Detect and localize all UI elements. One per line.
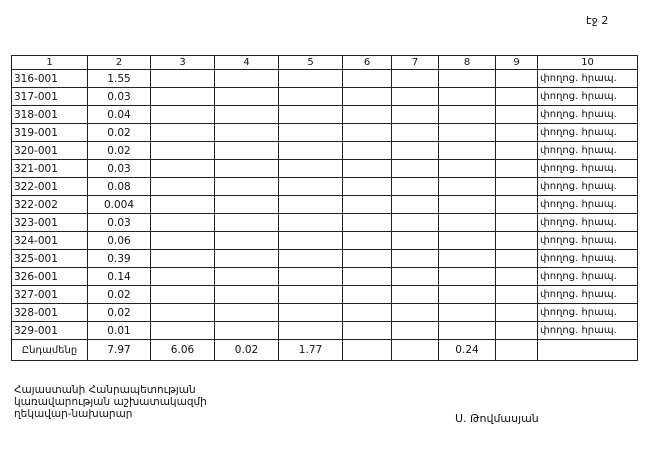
- value-cell-col-4: [215, 88, 279, 106]
- land-use-cell: փողոց. հրապ.: [538, 214, 638, 232]
- value-cell-col-8: [439, 70, 496, 88]
- value-cell-col-6: [343, 250, 392, 268]
- value-cell-col-4: [215, 70, 279, 88]
- value-cell-col-4: [215, 106, 279, 124]
- value-cell-col-6: [343, 106, 392, 124]
- value-cell-col-3: [151, 322, 215, 340]
- land-use-cell: փողոց. հրապ.: [538, 70, 638, 88]
- parcel-code-cell: 322-002: [12, 196, 88, 214]
- value-cell-col-6: [343, 196, 392, 214]
- value-cell-col-5: [279, 304, 343, 322]
- value-cell-col-7: [392, 88, 439, 106]
- header-col-7: 7: [392, 56, 439, 70]
- value-cell-col-4: [215, 304, 279, 322]
- value-cell-col-2: 0.03: [88, 214, 151, 232]
- value-cell-col-2: 0.01: [88, 322, 151, 340]
- table-row: [12, 214, 638, 232]
- value-cell-col-3: [151, 232, 215, 250]
- table-row: [12, 322, 638, 340]
- value-cell-col-3: [151, 124, 215, 142]
- value-cell-col-3: [151, 88, 215, 106]
- parcel-code-cell: 321-001: [12, 160, 88, 178]
- value-cell-col-7: [392, 160, 439, 178]
- value-cell-col-2: 0.02: [88, 286, 151, 304]
- signatory-title-line-2: կառավարության աշխատակազմի: [14, 396, 207, 408]
- value-cell-col-3: [151, 70, 215, 88]
- table-row: [12, 124, 638, 142]
- land-use-cell: փողոց. հրապ.: [538, 268, 638, 286]
- value-cell-col-7: [392, 196, 439, 214]
- value-cell-col-8: [439, 304, 496, 322]
- value-cell-col-9: [496, 160, 538, 178]
- value-cell-col-7: [392, 232, 439, 250]
- value-cell-col-5: [279, 106, 343, 124]
- land-use-cell: փողոց. հրապ.: [538, 250, 638, 268]
- value-cell-col-4: [215, 124, 279, 142]
- header-col-2: 2: [88, 56, 151, 70]
- header-col-4: 4: [215, 56, 279, 70]
- value-cell-col-8: [439, 196, 496, 214]
- value-cell-col-9: [496, 250, 538, 268]
- value-cell-col-8: [439, 106, 496, 124]
- value-cell-col-9: [496, 124, 538, 142]
- table-row: [12, 250, 638, 268]
- value-cell-col-6: [343, 160, 392, 178]
- value-cell-col-4: [215, 232, 279, 250]
- total-col-7: [392, 340, 439, 361]
- value-cell-col-8: [439, 124, 496, 142]
- header-col-3: 3: [151, 56, 215, 70]
- value-cell-col-8: [439, 232, 496, 250]
- value-cell-col-6: [343, 88, 392, 106]
- value-cell-col-3: [151, 268, 215, 286]
- value-cell-col-9: [496, 106, 538, 124]
- value-cell-col-3: [151, 196, 215, 214]
- parcel-code-cell: 317-001: [12, 88, 88, 106]
- value-cell-col-6: [343, 286, 392, 304]
- value-cell-col-9: [496, 196, 538, 214]
- value-cell-col-5: [279, 322, 343, 340]
- parcel-code-cell: 329-001: [12, 322, 88, 340]
- parcel-code-cell: 320-001: [12, 142, 88, 160]
- value-cell-col-5: [279, 232, 343, 250]
- value-cell-col-2: 0.14: [88, 268, 151, 286]
- parcel-code-cell: 322-001: [12, 178, 88, 196]
- parcel-code-cell: 324-001: [12, 232, 88, 250]
- value-cell-col-7: [392, 70, 439, 88]
- land-use-cell: փողոց. հրապ.: [538, 286, 638, 304]
- value-cell-col-2: 0.004: [88, 196, 151, 214]
- total-col-2: 7.97: [88, 340, 151, 361]
- value-cell-col-7: [392, 304, 439, 322]
- header-col-1: 1: [12, 56, 88, 70]
- land-parcel-table: [11, 55, 638, 361]
- value-cell-col-2: 0.02: [88, 124, 151, 142]
- value-cell-col-7: [392, 106, 439, 124]
- value-cell-col-2: 0.02: [88, 142, 151, 160]
- signatory-title-line-1: Հայաստանի Հանրապետության: [14, 384, 196, 396]
- land-use-cell: փողոց. հրապ.: [538, 232, 638, 250]
- value-cell-col-8: [439, 160, 496, 178]
- value-cell-col-7: [392, 322, 439, 340]
- value-cell-col-2: 0.02: [88, 304, 151, 322]
- parcel-code-cell: 328-001: [12, 304, 88, 322]
- value-cell-col-6: [343, 70, 392, 88]
- total-col-4: 0.02: [215, 340, 279, 361]
- value-cell-col-6: [343, 232, 392, 250]
- value-cell-col-5: [279, 70, 343, 88]
- value-cell-col-3: [151, 178, 215, 196]
- value-cell-col-6: [343, 214, 392, 232]
- total-row: [12, 340, 638, 361]
- value-cell-col-5: [279, 88, 343, 106]
- value-cell-col-3: [151, 106, 215, 124]
- total-col-5: 1.77: [279, 340, 343, 361]
- value-cell-col-9: [496, 268, 538, 286]
- value-cell-col-3: [151, 250, 215, 268]
- table-row: [12, 106, 638, 124]
- header-col-10: 10: [538, 56, 638, 70]
- value-cell-col-8: [439, 214, 496, 232]
- value-cell-col-5: [279, 178, 343, 196]
- value-cell-col-2: 1.55: [88, 70, 151, 88]
- land-use-cell: փողոց. հրապ.: [538, 106, 638, 124]
- total-col-10: [538, 340, 638, 361]
- parcel-code-cell: 327-001: [12, 286, 88, 304]
- value-cell-col-9: [496, 232, 538, 250]
- value-cell-col-7: [392, 124, 439, 142]
- value-cell-col-7: [392, 268, 439, 286]
- value-cell-col-8: [439, 286, 496, 304]
- land-use-cell: փողոց. հրապ.: [538, 196, 638, 214]
- parcel-code-cell: 318-001: [12, 106, 88, 124]
- value-cell-col-3: [151, 286, 215, 304]
- value-cell-col-9: [496, 214, 538, 232]
- header-col-9: 9: [496, 56, 538, 70]
- value-cell-col-2: 0.06: [88, 232, 151, 250]
- value-cell-col-6: [343, 304, 392, 322]
- value-cell-col-2: 0.03: [88, 88, 151, 106]
- value-cell-col-5: [279, 160, 343, 178]
- value-cell-col-3: [151, 142, 215, 160]
- parcel-code-cell: 319-001: [12, 124, 88, 142]
- value-cell-col-4: [215, 160, 279, 178]
- table-row: [12, 70, 638, 88]
- value-cell-col-7: [392, 142, 439, 160]
- total-col-6: [343, 340, 392, 361]
- header-col-5: 5: [279, 56, 343, 70]
- value-cell-col-6: [343, 124, 392, 142]
- value-cell-col-7: [392, 178, 439, 196]
- land-use-cell: փողոց. հրապ.: [538, 88, 638, 106]
- table-row: [12, 232, 638, 250]
- table-row: [12, 142, 638, 160]
- value-cell-col-4: [215, 268, 279, 286]
- value-cell-col-7: [392, 250, 439, 268]
- total-col-9: [496, 340, 538, 361]
- land-use-cell: փողոց. հրապ.: [538, 178, 638, 196]
- header-row: [12, 56, 638, 70]
- table-row: [12, 304, 638, 322]
- value-cell-col-8: [439, 268, 496, 286]
- signatory-title-line-3: ղեկավար-նախարար: [14, 408, 133, 420]
- value-cell-col-7: [392, 286, 439, 304]
- value-cell-col-8: [439, 88, 496, 106]
- value-cell-col-8: [439, 178, 496, 196]
- header-col-6: 6: [343, 56, 392, 70]
- value-cell-col-5: [279, 142, 343, 160]
- header-col-8: 8: [439, 56, 496, 70]
- land-use-cell: փողոց. հրապ.: [538, 304, 638, 322]
- value-cell-col-2: 0.39: [88, 250, 151, 268]
- value-cell-col-4: [215, 286, 279, 304]
- parcel-code-cell: 326-001: [12, 268, 88, 286]
- table-row: [12, 178, 638, 196]
- value-cell-col-9: [496, 70, 538, 88]
- value-cell-col-9: [496, 322, 538, 340]
- land-use-cell: փողոց. հրապ.: [538, 142, 638, 160]
- table-row: [12, 88, 638, 106]
- value-cell-col-6: [343, 268, 392, 286]
- parcel-code-cell: 316-001: [12, 70, 88, 88]
- signatory-name: Ս. Թովմասյան: [455, 412, 539, 425]
- table-row: [12, 196, 638, 214]
- value-cell-col-5: [279, 214, 343, 232]
- table-row: [12, 160, 638, 178]
- value-cell-col-6: [343, 142, 392, 160]
- table-row: [12, 268, 638, 286]
- value-cell-col-3: [151, 160, 215, 178]
- value-cell-col-5: [279, 286, 343, 304]
- value-cell-col-9: [496, 142, 538, 160]
- value-cell-col-7: [392, 214, 439, 232]
- total-label: Ընդամենը: [12, 340, 88, 361]
- value-cell-col-4: [215, 142, 279, 160]
- value-cell-col-2: 0.03: [88, 160, 151, 178]
- value-cell-col-5: [279, 268, 343, 286]
- value-cell-col-6: [343, 178, 392, 196]
- value-cell-col-2: 0.08: [88, 178, 151, 196]
- value-cell-col-2: 0.04: [88, 106, 151, 124]
- value-cell-col-4: [215, 322, 279, 340]
- value-cell-col-4: [215, 178, 279, 196]
- parcel-code-cell: 325-001: [12, 250, 88, 268]
- value-cell-col-9: [496, 88, 538, 106]
- value-cell-col-5: [279, 196, 343, 214]
- value-cell-col-6: [343, 322, 392, 340]
- total-col-3: 6.06: [151, 340, 215, 361]
- value-cell-col-8: [439, 142, 496, 160]
- value-cell-col-9: [496, 286, 538, 304]
- value-cell-col-4: [215, 250, 279, 268]
- page-number: էջ 2: [586, 14, 609, 27]
- value-cell-col-8: [439, 250, 496, 268]
- land-use-cell: փողոց. հրապ.: [538, 322, 638, 340]
- table-row: [12, 286, 638, 304]
- value-cell-col-3: [151, 214, 215, 232]
- land-use-cell: փողոց. հրապ.: [538, 124, 638, 142]
- value-cell-col-5: [279, 250, 343, 268]
- value-cell-col-9: [496, 304, 538, 322]
- value-cell-col-8: [439, 322, 496, 340]
- value-cell-col-4: [215, 196, 279, 214]
- land-use-cell: փողոց. հրապ.: [538, 160, 638, 178]
- value-cell-col-9: [496, 178, 538, 196]
- total-col-8: 0.24: [439, 340, 496, 361]
- value-cell-col-5: [279, 124, 343, 142]
- value-cell-col-3: [151, 304, 215, 322]
- value-cell-col-4: [215, 214, 279, 232]
- signatory-title: [14, 384, 207, 420]
- parcel-code-cell: 323-001: [12, 214, 88, 232]
